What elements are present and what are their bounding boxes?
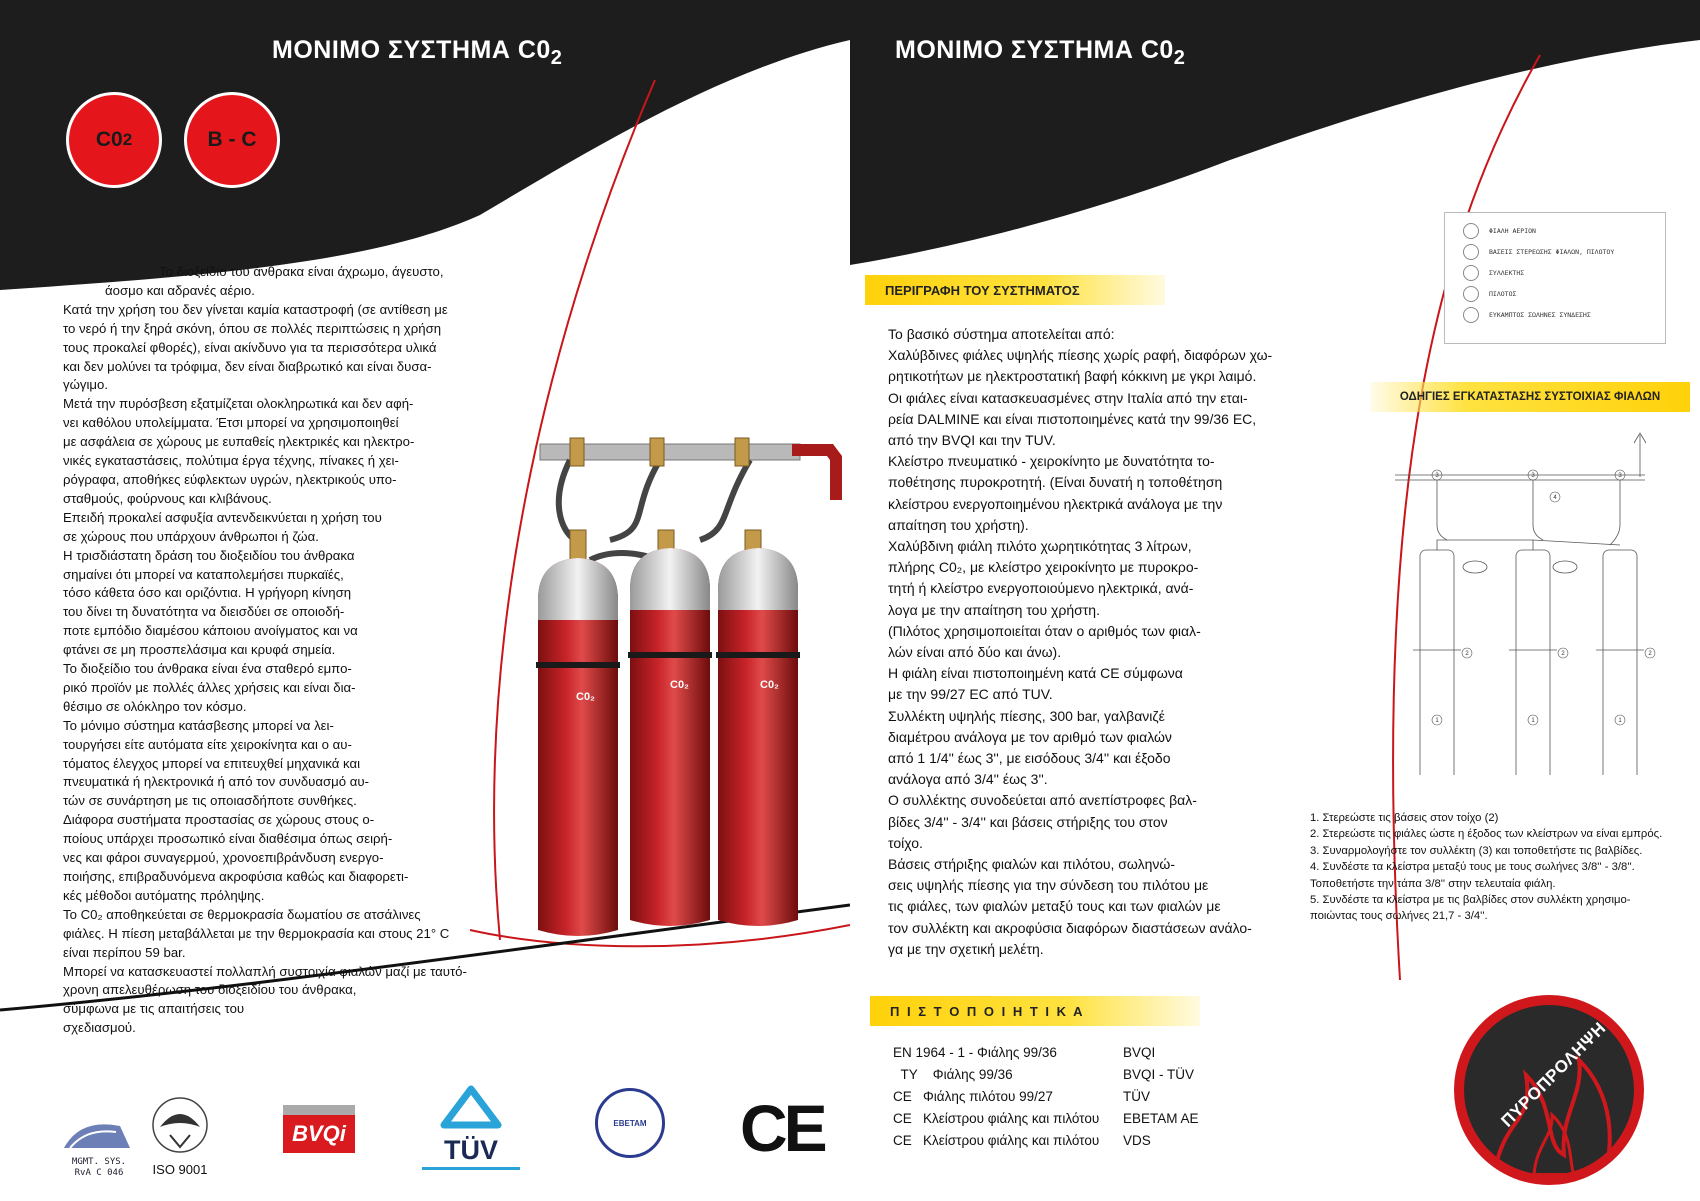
description-line: (Πιλότος χρησιμοποιείται όταν ο αριθμός των φιαλ- — [888, 622, 1201, 639]
rva-code-text: RvA C 046 — [74, 1168, 124, 1178]
description-line: τις φιάλες, των φιαλών μεταξύ τους και των φιαλών με — [888, 898, 1221, 915]
paragraph-line: Μπορεί να κατασκευαστεί πολλαπλή συστοιχία φιαλών μαζί με ταυτό- — [63, 963, 467, 979]
legend-circle-icon — [1463, 244, 1479, 260]
description-line: Ο συλλέκτης συνοδεύεται από ανεπίστροφες βαλ- — [888, 792, 1197, 809]
install-step: 3. Συναρμολογήστε τον συλλέκτη (3) και τοποθετήστε τις βαλβίδες. — [1310, 844, 1643, 857]
cert-row-item — [893, 1086, 1123, 1108]
cert-rows — [893, 1042, 1223, 1152]
cert-org: BVQI - TÜV — [1123, 1067, 1195, 1082]
co2-cylinder-bank-illustration — [530, 430, 850, 950]
description-line: από την BVQI και την TUV. — [888, 432, 1056, 449]
paragraph-line: είναι περίπου 59 bar. — [63, 944, 186, 960]
cylinder-label-2: C0₂ — [670, 679, 689, 691]
legend-text: ΠΙΛΟΤΟΣ — [1489, 290, 1517, 298]
paragraph-line: σύμφωνα με τις απαιτήσεις του — [63, 1001, 245, 1017]
description-header — [865, 275, 1165, 305]
fire-class-text: B - C — [207, 128, 257, 151]
cert-row-item — [893, 1130, 1123, 1152]
install-step: 1. Στερεώστε τις βάσεις στον τοίχο (2) — [1310, 812, 1499, 824]
co2-badge — [66, 92, 162, 188]
cert-org: TÜV — [1123, 1089, 1150, 1104]
paragraph-line: τους προκαλεί φθορές), είναι ακίνδυνο για τα περισσότερα υλικά — [63, 339, 437, 355]
paragraph-line: Η τρισδιάστατη δράση του διοξειδίου του άνθρακα — [63, 547, 355, 563]
paragraph-line: με ασφάλεια σε χώρους με ευπαθείς ηλεκτρικές και ηλεκτρο- — [63, 434, 415, 450]
description-line: ρεία DALMINE και είναι πιστοποιημένες κατά την 99/36 EC, — [888, 410, 1257, 427]
paragraph-line: ρικό προϊόν με πολλές άλλες χρήσεις και είναι δια- — [63, 679, 356, 695]
paragraph-line: τόσο κάθετα όσο και οριζόντια. Η γρήγορη κίνηση — [63, 585, 352, 601]
description-line: λών είναι από δύο και άνω). — [888, 644, 1062, 661]
left-title-sub: 2 — [550, 47, 563, 69]
description-line: ανάλογα από 3/4'' έως 3''. — [888, 771, 1048, 788]
install-step: 5. Συνδέστε τα κλείστρα με τις βαλβίδες στον συλλέκτη χρησιμο- — [1310, 894, 1631, 907]
legend-text: ΦΙΑΛΗ ΑΕΡΙΟΝ — [1489, 227, 1536, 235]
description-line: Χαλύβδινες φιάλες υψηλής πίεσης χωρίς ραφή, διαφόρων χω- — [888, 347, 1273, 364]
paragraph-line: Το διοξείδιο του άνθρακα είναι ένα σταθερό εμπο- — [63, 661, 352, 677]
cert-org: VDS — [1123, 1133, 1151, 1148]
fire-class-badge — [184, 92, 280, 188]
iso-seal-icon — [140, 1095, 220, 1157]
cert-row-item — [893, 1064, 1123, 1086]
legend-text: ΒΑΣΕΙΣ ΣΤΕΡΕΩΣΗΣ ΦΙΑΛΩΝ, ΠΙΛΟΤΟΥ — [1489, 248, 1615, 256]
paragraph-line: Κατά την χρήση του δεν γίνεται καμία καταστροφή (σε αντίθεση με — [63, 301, 448, 317]
cert-row-item — [893, 1108, 1123, 1130]
cert-item: Φιάλης 99/36 — [977, 1045, 1057, 1060]
description-line: διαμέτρου ανάλογα με τον αριθμό των φιαλών — [888, 728, 1172, 745]
paragraph-line: Το μόνιμο σύστημα κατάσβεσης μπορεί να λει- — [63, 717, 334, 733]
legend-item — [1463, 307, 1591, 323]
cert-code: CE — [893, 1089, 912, 1104]
right-title-sub: 2 — [1173, 47, 1186, 69]
description-line: πλήρης C0₂, με κλείστρο χειροκίνητο με πυροκρο- — [888, 559, 1199, 576]
install-header-text: ΟΔΗΓΙΕΣ ΕΓΚΑΤΑΣΤΑΣΗΣ ΣΥΣΤΟΙΧΙΑΣ ΦΙΑΛΩΝ — [1399, 391, 1661, 403]
cert-item: Φιάλης πιλότου 99/27 — [923, 1089, 1053, 1104]
ebetam-logo — [595, 1088, 665, 1158]
cylinder-marker-right: 1 — [1618, 718, 1622, 724]
paragraph-line: χρονη απελευθέρωση του διοξειδίου του άνθρακα, — [63, 982, 357, 998]
tuv-text: TÜV — [444, 1135, 498, 1165]
legend-item — [1463, 286, 1516, 302]
right-page-title — [895, 36, 1185, 70]
paragraph-line: σημαίνει ότι μπορεί να καταπολεμήσει πυρκαϊές, — [63, 566, 344, 582]
diagram-legend — [1444, 212, 1666, 344]
install-header — [1370, 382, 1690, 412]
paragraph-line: φτάνει σε μη προσπελάσιμα και κρυφά σημεία. — [63, 642, 336, 658]
description-line: απαίτηση του χρήστη). — [888, 516, 1029, 533]
cylinder-label-1: C0₂ — [576, 691, 595, 703]
paragraph-line: Διάφορα συστήματα προστασίας σε χώρους στους ο- — [63, 812, 375, 828]
description-line: Το βασικό σύστημα αποτελείται από: — [888, 326, 1115, 342]
installation-diagram — [1395, 425, 1685, 775]
cert-org: BVQI — [1123, 1045, 1156, 1060]
legend-circle-icon — [1463, 265, 1479, 281]
bracket-marker-mid: 2 — [1561, 651, 1565, 657]
description-line: Οι φιάλες είναι κατασκευασμένες στην Ιταλία από την εται- — [888, 389, 1248, 406]
paragraph-line: σταθμούς, φούρνους και κλιβάνους. — [63, 490, 272, 506]
paragraph-line: νες και φάροι συναγερμού, χρονοεπιβράνδυση ενεργο- — [63, 850, 384, 866]
legend-circle-icon — [1463, 307, 1479, 323]
description-line: γα με την σχετική μελέτη. — [888, 940, 1044, 957]
certificates-header-text: Π Ι Σ Τ Ο Π Ο Ι Η Τ Ι Κ Α — [890, 1003, 1085, 1019]
description-line: με την 99/27 EC από TUV. — [888, 686, 1053, 703]
certificates-table — [893, 1042, 1223, 1152]
bvqi-text: BVQi — [292, 1121, 346, 1146]
description-line: Συλλέκτη υψηλής πίεσης, 300 bar, γαλβανιζέ — [888, 707, 1165, 724]
paragraph-line: ποίους υπάρχει προσωπικό είναι διαθέσιμα όπως σειρή- — [63, 831, 393, 847]
left-title-text: ΜΟΝΙΜΟ ΣΥΣΤΗΜΑ C0 — [272, 36, 551, 64]
tuv-logo — [422, 1085, 520, 1170]
legend-item — [1463, 223, 1536, 239]
description-line: Κλείστρο πνευματικό - χειροκίνητο με δυνατότητα το- — [888, 453, 1215, 470]
left-body-text — [63, 263, 467, 1038]
cylinder-marker-mid: 1 — [1531, 718, 1535, 724]
legend-item — [1463, 244, 1614, 260]
paragraph-line: Το διοξείδιο του άνθρακα είναι άχρωμο, άγευστο, — [159, 264, 444, 279]
legend-text: ΣΥΛΛΕΚΤΗΣ — [1489, 269, 1525, 277]
cert-code: EN 1964 - 1 — [893, 1045, 966, 1060]
collector-marker-right: 3 — [1618, 473, 1622, 479]
tuv-triangle-icon — [422, 1085, 520, 1130]
cert-code: CE — [893, 1133, 912, 1148]
description-line: ρητικοτήτων με ηλεκτροστατική βαφή κόκκινη με γκρι λαιμό. — [888, 368, 1257, 385]
ebetam-text: ΕΒΕΤΑΜ — [613, 1118, 647, 1128]
right-page — [850, 0, 1700, 1201]
paragraph-line: άοσμο και αδρανές αέριο. — [105, 282, 255, 298]
description-line: βίδες 3/4'' - 3/4'' και βάσεις στήριξης του στον — [888, 813, 1168, 830]
bracket-marker-left: 2 — [1465, 651, 1469, 657]
legend-text: ΕΥΚΑΜΠΤΟΣ ΣΩΛΗΝΕΣ ΣΥΝΔΕΣΗΣ — [1489, 311, 1591, 319]
legend-circle-icon — [1463, 223, 1479, 239]
description-line: τον συλλέκτη και ακροφύσια διαφόρων διαστάσεων ανάλο- — [888, 919, 1252, 936]
cert-code: TΥ — [900, 1067, 918, 1082]
legend-circle-icon — [1463, 286, 1479, 302]
paragraph-line: σχεδιασμού. — [63, 1020, 136, 1036]
description-line: σεις υψηλής πίεσης για την σύνδεση του πιλότου με — [888, 877, 1209, 894]
description-line: Βάσεις στήριξης φιαλών και πιλότου, σωληνώ- — [888, 856, 1175, 873]
cert-item: Κλείστρου φιάλης και πιλότου — [923, 1133, 1100, 1148]
paragraph-line: σε χώρους που υπάρχουν άνθρωποι ή ζώα. — [63, 528, 319, 544]
description-line: τοίχο. — [888, 834, 923, 851]
iso-9001-logo — [140, 1095, 220, 1175]
ce-mark-text: CE — [740, 1091, 824, 1165]
description-header-text: ΠΕΡΙΓΡΑΦΗ ΤΟΥ ΣΥΣΤΗΜΑΤΟΣ — [885, 282, 1080, 298]
paragraph-line: τών σε συνάρτηση με τις οποιασδήποτε συνθήκες. — [63, 793, 357, 809]
paragraph-line: γώγιμο. — [63, 377, 109, 393]
paragraph-line: του δίνει τη δυνατότητα να διεισδύει σε οποιοδή- — [63, 604, 345, 620]
paragraph-line: ποτε εμπόδιο διαμέσου κάποιου ανοίγματος και να — [63, 623, 358, 639]
mgmt-sys-text: MGMT. SYS. — [71, 1157, 127, 1167]
rva-mark-icon — [60, 1118, 138, 1152]
rva-certification-logo — [60, 1118, 138, 1178]
cylinder-label-3: C0₂ — [760, 679, 779, 691]
paragraph-line: τουργήσει είτε αυτόματα είτε χειροκίνητα και ο αυ- — [63, 736, 352, 752]
description-line: από 1 1/4'' έως 3'', με εισόδους 3/4'' και έξοδο — [888, 750, 1171, 767]
certificates-header — [870, 996, 1200, 1026]
co2-badge-text: C0 — [95, 128, 123, 151]
cert-row-item: EN 1964 - 1 - Φιάλης 99/36 — [893, 1045, 1057, 1060]
co2-badge-sub: 2 — [122, 130, 133, 149]
paragraph-line: νει καθόλου υπολείμματα. Έτσι μπορεί να χρησιμοποιηθεί — [63, 415, 399, 431]
description-line: τητή ή κλείστρο ενεργοποιούμενο ηλεκτρικά, ανά- — [888, 580, 1194, 597]
paragraph-line: κές μέθοδοι αυτόματης πρόληψης. — [63, 887, 265, 903]
cylinder-marker-left: 1 — [1435, 718, 1439, 724]
right-title-text: ΜΟΝΙΜΟ ΣΥΣΤΗΜΑ C0 — [895, 36, 1174, 64]
paragraph-line: Μετά την πυρόσβεση εξατμίζεται ολοκληρωτικά και δεν αφή- — [63, 396, 414, 412]
pyroprolipsi-brand-seal — [1454, 995, 1644, 1185]
brand-text: ΠΥΡΟΠΡΟΛΗΨΗ — [1497, 1018, 1610, 1131]
cert-item: Φιάλης 99/36 — [932, 1067, 1013, 1082]
paragraph-line: ρόγραφα, αποθήκες εύφλεκτων υγρών, ηλεκτρικούς υπο- — [63, 471, 397, 487]
paragraph-line: τόματος έλεγχος μπορεί να επιτευχθεί μηχανικά και — [63, 755, 361, 771]
paragraph-line: και δεν μολύνει τα τρόφιμα, δεν είναι διαβρωτικό και είναι δυσα- — [63, 358, 432, 374]
cert-item: Κλείστρου φιάλης και πιλότου — [923, 1111, 1100, 1126]
paragraph-line: θέσιμο σε ολόκληρο τον κόσμο. — [63, 698, 247, 714]
description-line: κλείστρου ενεργοποιημένου ηλεκτρικά ανάλογα με την — [888, 495, 1223, 512]
paragraph-line: νικές εγκαταστάσεις, πολύτιμα έργα τέχνης, πίνακες ή χει- — [63, 453, 399, 469]
paragraph-line: το νερό ή την ξηρά σκόνη, όπου σε πολλές περιπτώσεις η χρήση — [63, 320, 442, 336]
install-step: 2. Στερεώστε τις φιάλες ώστε η έξοδος των κλείστρων να είναι εμπρός. — [1310, 828, 1663, 841]
install-step: ποιώντας τους σωλήνες 21,7 - 3/4''. — [1310, 910, 1488, 923]
description-line: ποθέτησης πυροκροτητή. (Είναι δυνατή η τοποθέτηση — [888, 474, 1223, 491]
paragraph-line: Το C0₂ αποθηκεύεται σε θερμοκρασία δωματίου σε ατσάλινες — [63, 906, 421, 922]
install-step: Τοποθετήστε την τάπα 3/8'' στην τελευταία φιάλη. — [1310, 877, 1556, 890]
description-line: Χαλύβδινη φιάλη πιλότο χωρητικότητας 3 λίτρων, — [888, 538, 1192, 555]
collector-marker-mid: 3 — [1531, 473, 1535, 479]
system-description — [888, 324, 1272, 960]
install-step: 4. Συνδέστε τα κλείστρα μεταξύ τους με τους σωλήνες 3/8'' - 3/8''. — [1310, 861, 1635, 874]
iso-9001-text: ISO 9001 — [152, 1162, 208, 1177]
paragraph-line: Επειδή προκαλεί ασφυξία αντενδεικνύεται η χρήση του — [63, 509, 382, 525]
paragraph-line: ποιήσης, επιβραδυνόμενα ακροφύσια καθώς και διαφορετι- — [63, 869, 409, 884]
paragraph-line: φιάλες. Η πίεση μεταβάλλεται με την θερμοκρασία και στους 21° C — [63, 925, 450, 941]
description-line: Η φιάλη είναι πιστοποιημένη κατά CE σύμφωνα — [888, 665, 1183, 682]
ce-mark-logo — [740, 1090, 824, 1166]
paragraph-line: πνευματικά ή ηλεκτρονικά ή από τον συνδυασμό αυ- — [63, 774, 369, 790]
left-page-title — [272, 36, 562, 70]
collector-marker-left: 3 — [1435, 473, 1439, 479]
legend-item — [1463, 265, 1524, 281]
cert-org: ΕΒΕΤΑΜ ΑΕ — [1123, 1111, 1199, 1126]
bracket-marker-right: 2 — [1648, 651, 1652, 657]
cert-code: CE — [893, 1111, 912, 1126]
description-line: λογα με την απαίτηση του χρήστη. — [888, 601, 1100, 618]
bvqi-logo — [283, 1105, 355, 1153]
pilot-marker: 4 — [1553, 495, 1557, 501]
installation-steps — [1310, 810, 1662, 925]
